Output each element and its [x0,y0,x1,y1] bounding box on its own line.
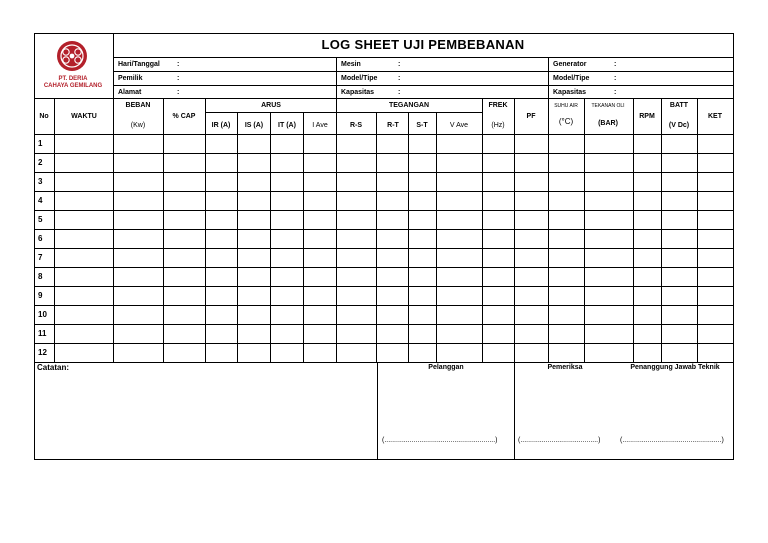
header-tekanan-unit: (BAR) [598,120,618,127]
row-number: 7 [38,253,43,262]
grid-line [34,98,734,99]
header-pf: PF [526,113,536,120]
penanggung-label: Penanggung Jawab Teknik [630,364,720,371]
grid-line [436,112,437,362]
grid-line [584,98,585,362]
signature-pelanggan: (.........................................................) [382,437,498,444]
grid-line [113,33,114,98]
grid-line [482,98,483,362]
grid-line [336,98,337,362]
grid-line [514,362,515,460]
company-name-line1: PT. DERIA [58,76,88,82]
header-frek-unit: (Hz) [491,122,505,129]
grid-line [163,98,164,362]
grid-line [633,98,634,362]
info-label-owner: Pemilik [118,75,143,82]
catatan-label: Catatan: [37,363,70,372]
row-number: 3 [38,177,43,186]
header-i-ave: I Ave [312,122,328,129]
header-ket: KET [708,113,722,120]
header-v-ave: V Ave [449,122,469,129]
grid-line [376,112,377,362]
grid-line [697,98,698,362]
signature-pemeriksa: (........................................) [518,437,601,444]
info-sep: : [398,75,401,82]
grid-line [113,85,734,86]
grid-line [34,267,734,268]
header-beban-unit: (Kw) [130,122,146,129]
header-beban: BEBAN [125,102,151,109]
header-ir: IR (A) [211,122,231,129]
info-label-generator-model: Model/Tipe [553,75,590,82]
info-sep: : [398,89,401,96]
row-number: 6 [38,234,43,243]
header-cap: % CAP [172,113,196,120]
grid-line [34,229,734,230]
grid-line [113,71,734,72]
grid-line [34,172,734,173]
header-st: S-T [416,122,428,129]
grid-line [54,98,55,362]
header-batt-unit: (V Dc) [668,122,690,129]
row-number: 9 [38,291,43,300]
info-label-generator: Generator [553,61,587,68]
header-suhu: SUHU AIR [554,103,578,109]
grid-line [661,98,662,362]
info-sep: : [614,89,617,96]
grid-line [205,112,482,113]
grid-line [34,305,734,306]
page-title: LOG SHEET UJI PEMBEBANAN [321,37,525,52]
row-number: 2 [38,158,43,167]
header-rt: R-T [387,122,399,129]
row-number: 8 [38,272,43,281]
grid-line [34,362,734,363]
info-label-engine-capacity: Kapasitas [341,89,375,96]
grid-line [237,112,238,362]
company-logo-icon [53,40,91,72]
info-label-engine-model: Model/Tipe [341,75,378,82]
grid-line [514,98,515,362]
info-sep: : [177,89,180,96]
grid-line [205,98,206,362]
grid-line [34,134,734,135]
grid-line [113,98,114,362]
header-suhu-unit: (°C) [558,117,574,126]
info-sep: : [614,61,617,68]
grid-line [377,362,378,460]
signature-penanggung: (...................................................) [620,437,724,444]
header-waktu: WAKTU [71,113,97,120]
pemeriksa-label: Pemeriksa [547,364,583,371]
grid-line [34,191,734,192]
info-sep: : [177,61,180,68]
grid-line [34,343,734,344]
header-tekanan: TEKANAN OLI [591,103,625,109]
grid-line [34,248,734,249]
header-no: No [39,113,49,120]
header-is: IS (A) [244,122,264,129]
row-number: 12 [38,348,47,357]
grid-line [548,98,549,362]
grid-line [336,57,337,98]
header-rs: R-S [349,122,363,129]
row-number: 4 [38,196,43,205]
info-sep: : [614,75,617,82]
info-sep: : [177,75,180,82]
company-name-line2: CAHAYA GEMILANG [43,83,103,89]
grid-line [548,57,549,98]
row-number: 5 [38,215,43,224]
header-arus: ARUS [261,102,281,109]
header-tegangan: TEGANGAN [388,102,430,109]
pelanggan-label: Pelanggan [428,364,464,371]
grid-line [408,112,409,362]
info-label-generator-capacity: Kapasitas [553,89,587,96]
grid-line [270,112,271,362]
grid-line [113,57,734,58]
header-rpm: RPM [639,113,655,120]
info-label-address: Alamat [118,89,142,96]
row-number: 1 [38,139,43,148]
grid-line [34,324,734,325]
grid-line [34,286,734,287]
info-sep: : [398,61,401,68]
header-it: IT (A) [278,122,296,129]
grid-line [34,210,734,211]
row-number: 10 [38,310,47,319]
row-number: 11 [38,329,47,338]
info-label-date: Hari/Tanggal [118,61,160,68]
header-batt: BATT [669,102,689,109]
info-label-engine: Mesin [341,61,361,68]
grid-line [34,153,734,154]
grid-line [303,112,304,362]
header-frek: FREK [488,102,508,109]
